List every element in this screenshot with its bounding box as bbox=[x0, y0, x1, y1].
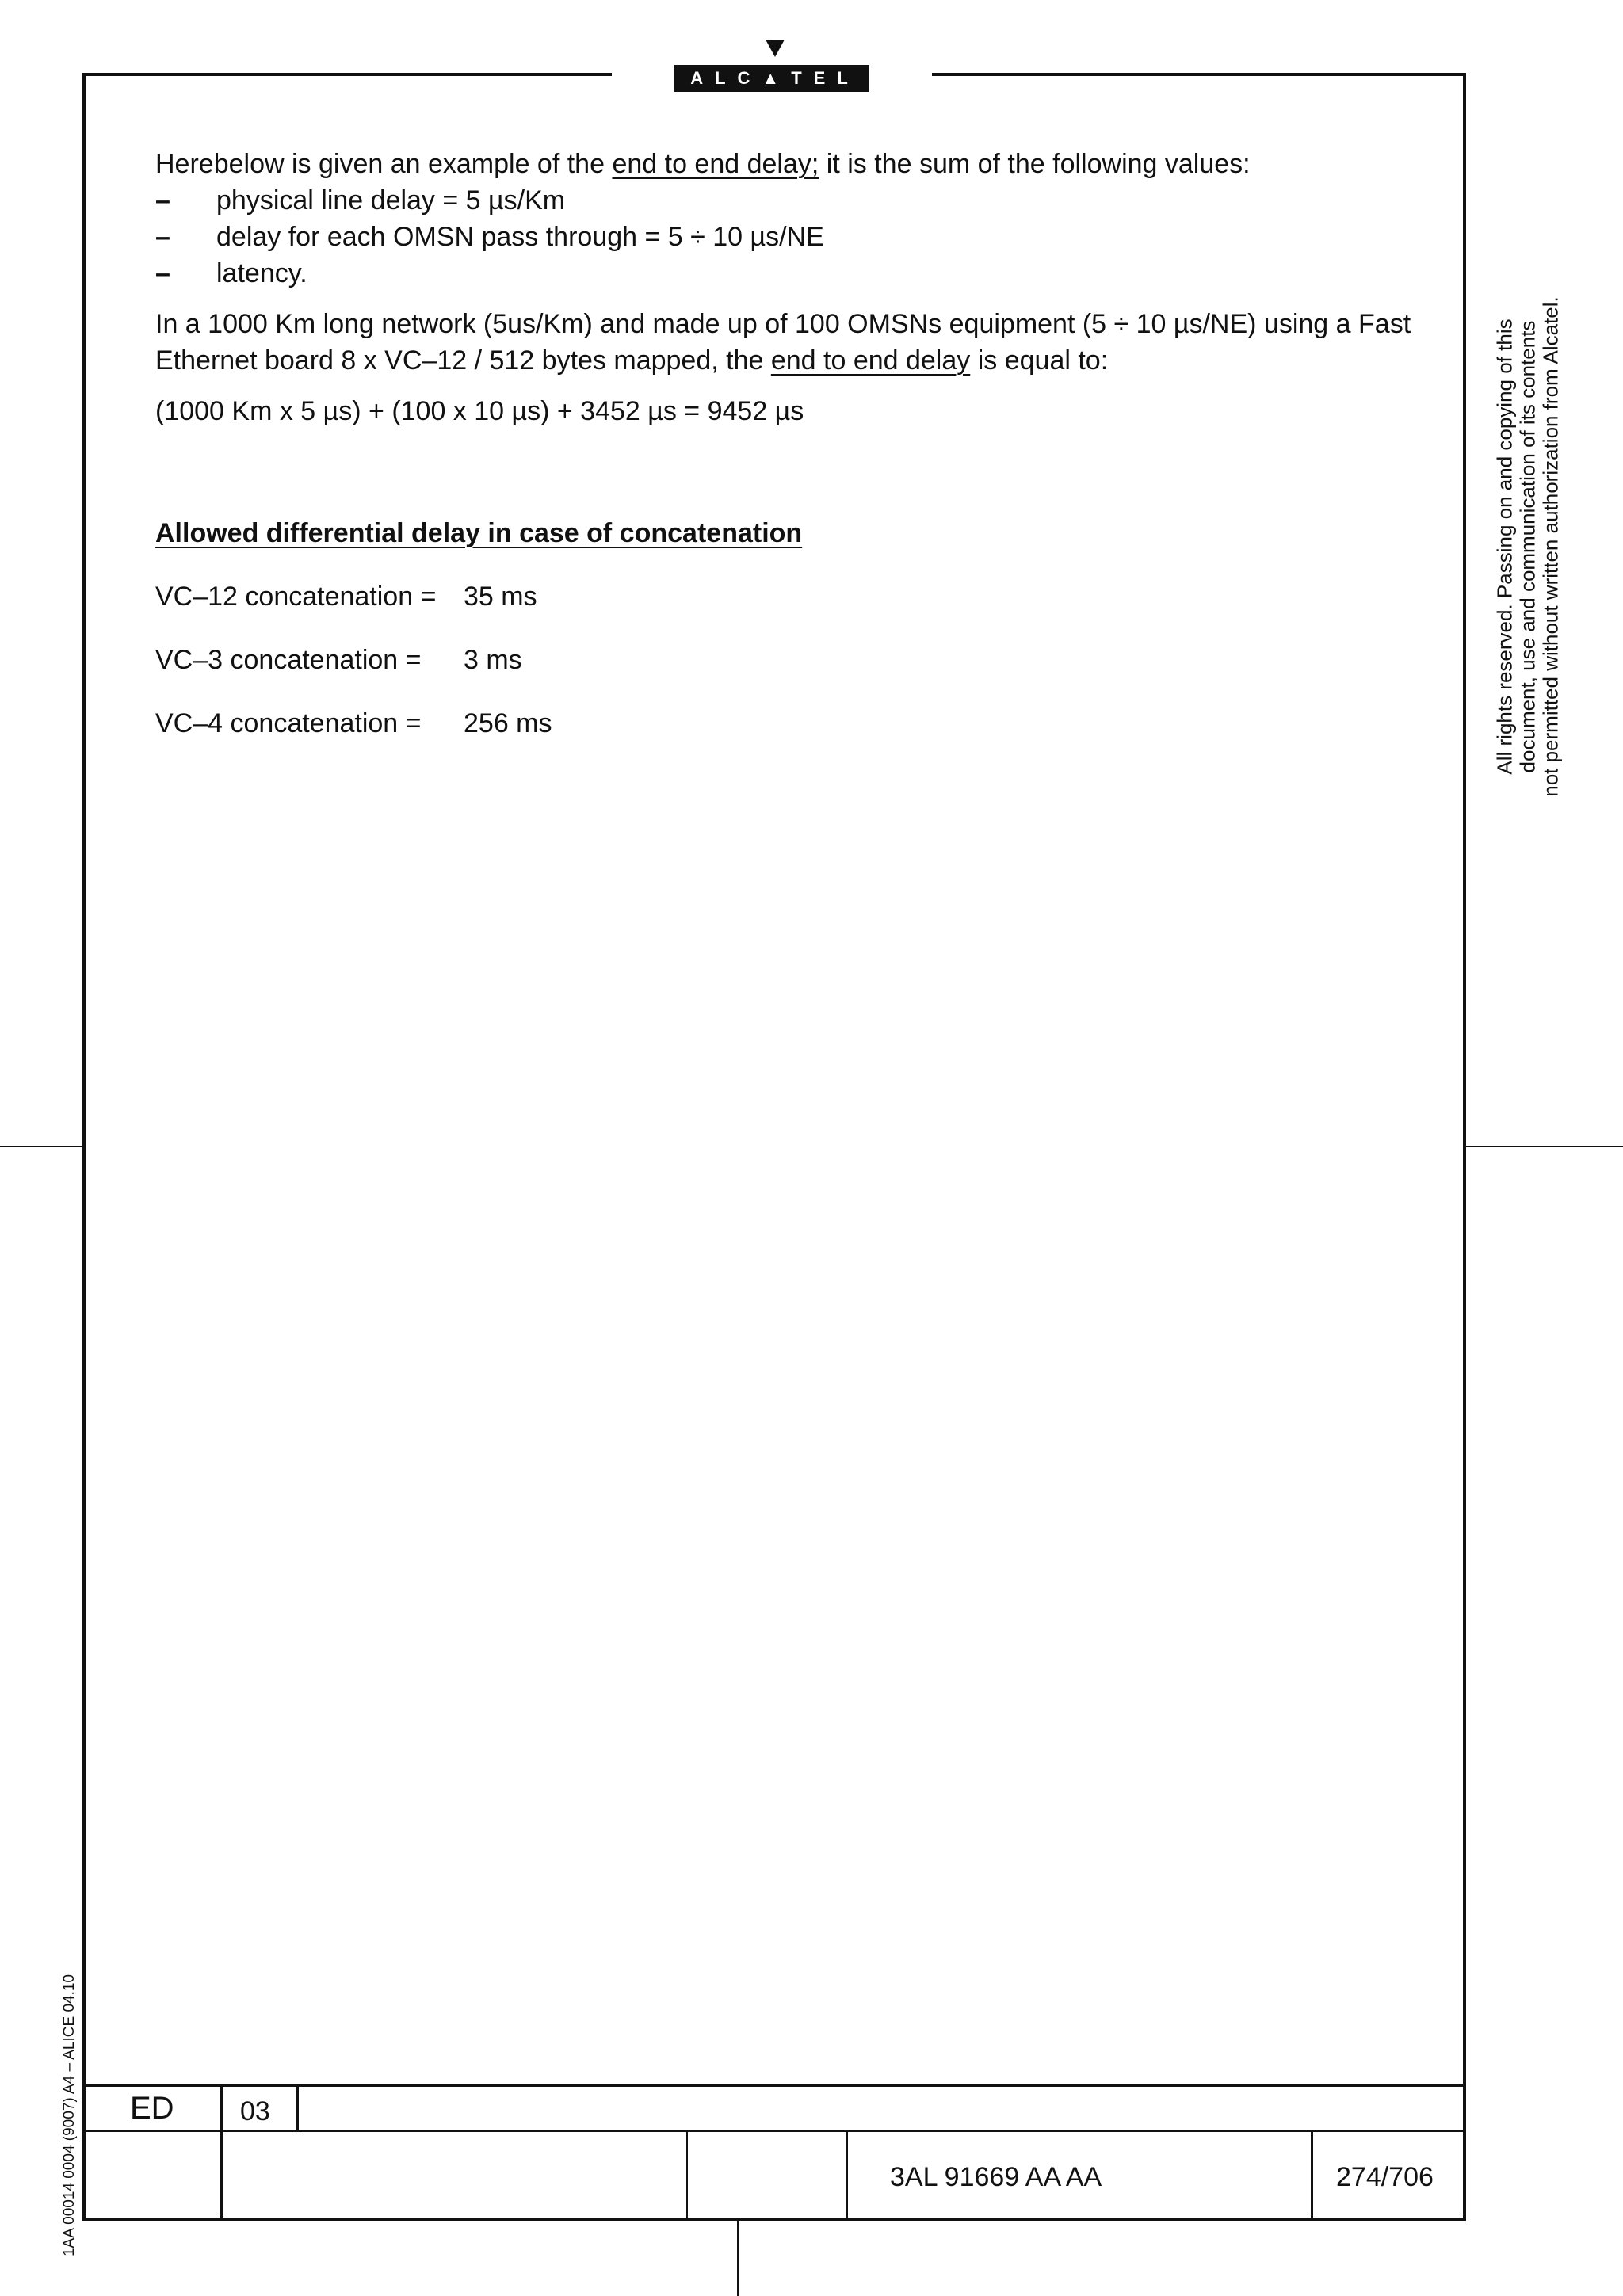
intro-term: end to end delay; bbox=[612, 149, 819, 179]
title-block-divider bbox=[220, 2085, 223, 2221]
table-row: VC–4 concatenation = 256 ms bbox=[155, 708, 552, 738]
section-heading: Allowed differential delay in case of concatenation bbox=[155, 518, 803, 548]
title-block-divider bbox=[1311, 2131, 1313, 2220]
list-item: – latency. bbox=[155, 258, 307, 288]
frame-top-right-line bbox=[932, 73, 1466, 76]
page-content bbox=[155, 146, 1423, 742]
fold-mark-left bbox=[0, 1146, 82, 1147]
rights-notice: All rights reserved. Passing on and copying of this document, use and communication of its contents not permitted without written authorization from Alcatel. bbox=[1492, 296, 1563, 797]
frame-bottom-line bbox=[82, 2218, 1466, 2221]
document-reference: 3AL 91669 AA AA bbox=[890, 2162, 1102, 2192]
frame-left-line bbox=[82, 73, 86, 2221]
intro-paragraph: Herebelow is given an example of the end to end delay; it is the sum of the following values: bbox=[155, 149, 1251, 179]
list-item: – delay for each OMSN pass through = 5 ÷ 10 µs/NE bbox=[155, 222, 824, 252]
list-item: – physical line delay = 5 µs/Km bbox=[155, 185, 566, 215]
frame-top-left-line bbox=[84, 73, 612, 76]
example-paragraph: In a 1000 Km long network (5us/Km) and made up of 100 OMSNs equipment (5 ÷ 10 µs/NE) using a Fast Ethernet board 8 x VC–12 / 512 bytes mapped, the end to end delay is equal to: bbox=[155, 309, 1411, 376]
fold-mark-bottom bbox=[737, 2221, 739, 2296]
fold-mark-right bbox=[1466, 1146, 1623, 1147]
title-block-mid-line bbox=[84, 2130, 1466, 2132]
title-block-divider bbox=[686, 2131, 688, 2220]
title-block-divider bbox=[846, 2131, 848, 2220]
title-block-top-line bbox=[84, 2084, 1466, 2087]
page-number: 274/706 bbox=[1336, 2162, 1434, 2192]
form-code: 1AA 00014 0004 (9007) A4 – ALICE 04.10 bbox=[61, 1974, 78, 2257]
table-row: VC–12 concatenation = 35 ms bbox=[155, 582, 537, 612]
example-term: end to end delay bbox=[770, 345, 971, 376]
title-block-divider bbox=[296, 2085, 299, 2131]
edition-value: 03 bbox=[240, 2096, 270, 2126]
alcatel-logo: ALC▲TEL bbox=[674, 65, 869, 92]
table-row: VC–3 concatenation = 3 ms bbox=[155, 645, 522, 675]
edition-label: ED bbox=[130, 2091, 174, 2126]
formula: (1000 Km x 5 µs) + (100 x 10 µs) + 3452 µs = 9452 µs bbox=[155, 396, 804, 426]
alcatel-logo-arrow-icon bbox=[766, 40, 785, 57]
